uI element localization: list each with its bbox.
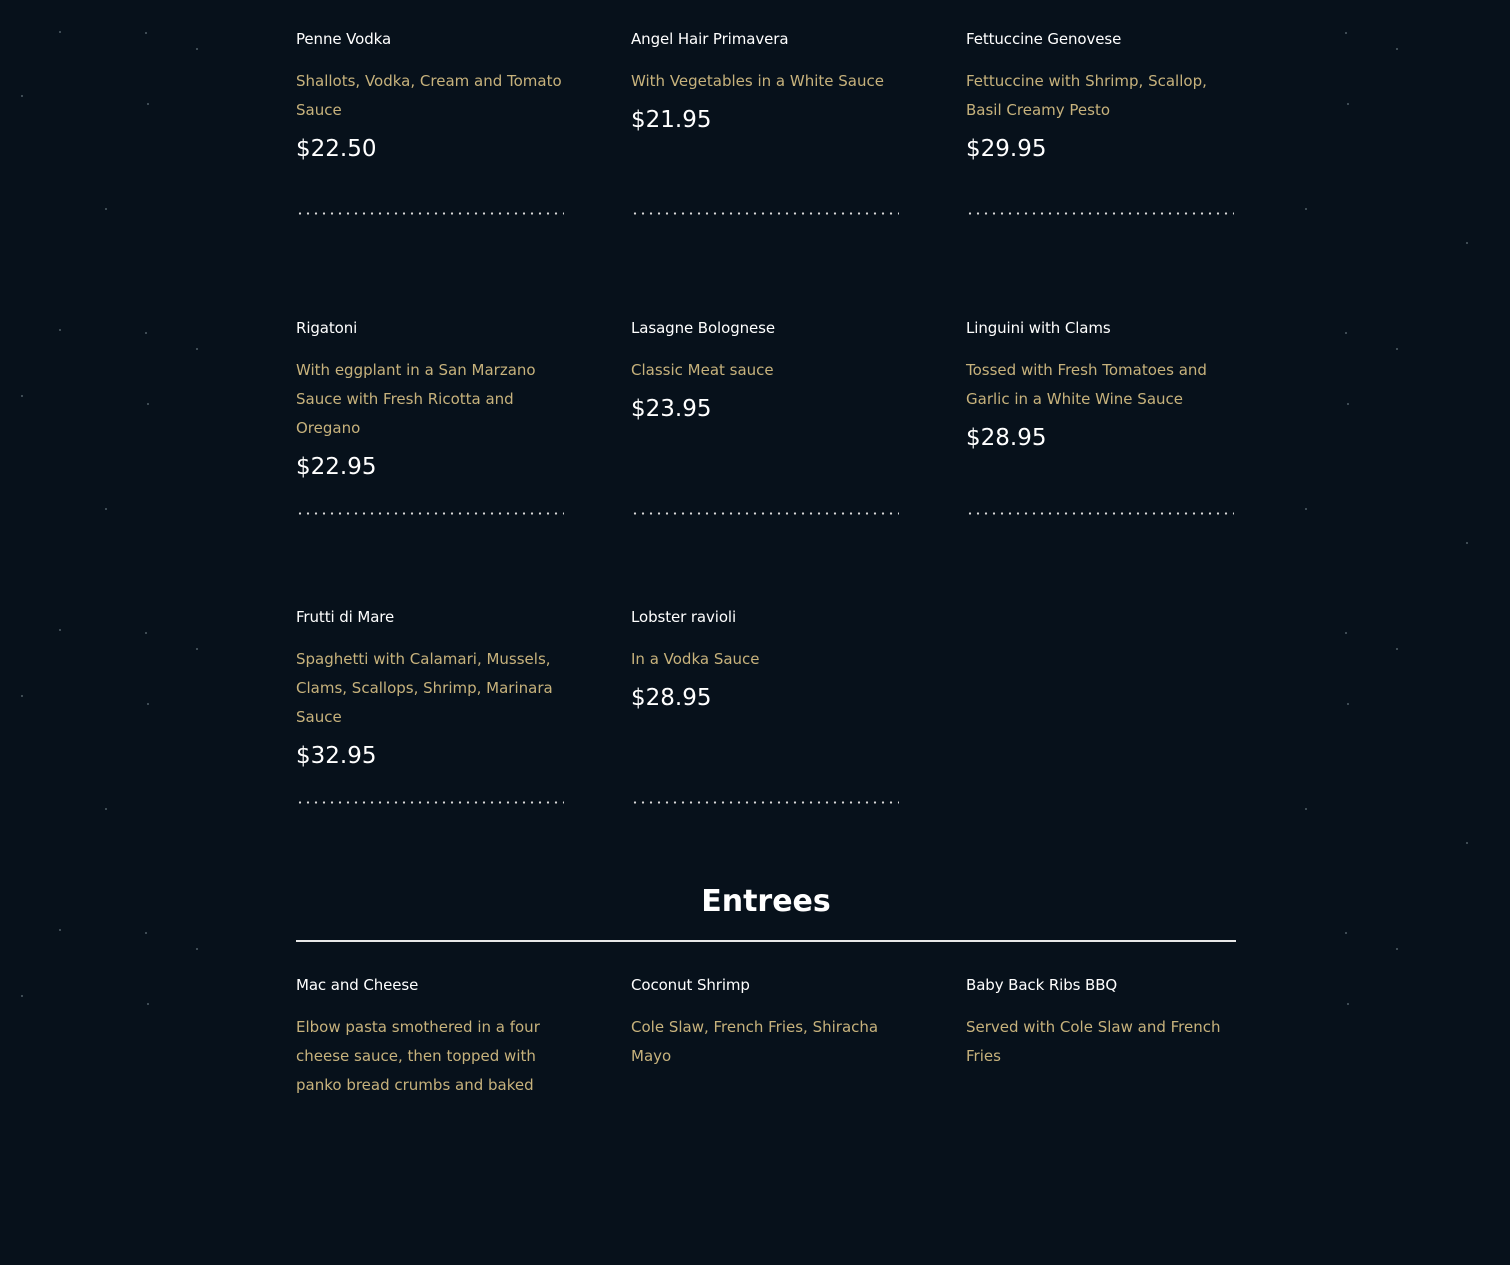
menu-item-description: With eggplant in a San Marzano Sauce with Fresh Ricotta and Oregano $22.95 <box>296 356 564 482</box>
pasta-menu-grid <box>296 0 1236 867</box>
menu-item <box>296 976 564 1265</box>
menu-item-name: Frutti di Mare <box>296 608 395 626</box>
menu-item <box>631 289 899 578</box>
menu-item-name: Lasagne Bolognese <box>631 319 775 337</box>
menu-item-description: Served with Cole Slaw and French Fries <box>966 1018 1221 1065</box>
menu-item-price: $29.95 <box>966 136 1047 162</box>
menu-item <box>966 976 1234 1265</box>
dotted-divider <box>966 212 1234 215</box>
menu-item <box>296 578 564 867</box>
menu-item-price: $23.95 <box>631 396 712 422</box>
menu-item-description: In a Vodka Sauce $28.95 <box>631 645 899 713</box>
menu-item <box>966 0 1234 289</box>
dotted-divider <box>296 212 564 215</box>
menu-item-price: $21.95 <box>631 107 712 133</box>
dotted-divider <box>966 512 1234 515</box>
menu-item-description: With Vegetables in a White Sauce $21.95 <box>631 67 899 135</box>
menu-item <box>966 289 1234 578</box>
menu-item-description: Spaghetti with Calamari, Mussels, Clams, Scallops, Shrimp, Marinara Sauce $32.95 <box>296 645 564 771</box>
menu-item-description: Fettuccine with Shrimp, Scallop, Basil Creamy Pesto $29.95 <box>966 67 1234 164</box>
section-title: Entrees <box>701 884 831 919</box>
section-divider <box>296 940 1236 942</box>
menu-item-name: Baby Back Ribs BBQ <box>966 976 1118 994</box>
dotted-divider <box>631 801 899 804</box>
dotted-divider <box>296 512 564 515</box>
menu-item-name: Mac and Cheese <box>296 976 419 994</box>
menu-item-description: Tossed with Fresh Tomatoes and Garlic in a White Wine Sauce $28.95 <box>966 356 1234 453</box>
dotted-divider <box>296 801 564 804</box>
menu-item <box>631 976 899 1265</box>
menu-item-name: Coconut Shrimp <box>631 976 750 994</box>
dotted-divider <box>631 512 899 515</box>
entrees-section-header <box>296 880 1236 942</box>
menu-item-price: $32.95 <box>296 743 377 769</box>
menu-item-name: Angel Hair Primavera <box>631 30 789 48</box>
menu-item-name: Penne Vodka <box>296 30 392 48</box>
menu-item-description: Cole Slaw, French Fries, Shiracha Mayo <box>631 1018 879 1065</box>
menu-item-price: $28.95 <box>631 685 712 711</box>
menu-item <box>631 0 899 289</box>
menu-item-price: $22.50 <box>296 136 377 162</box>
dotted-divider <box>631 212 899 215</box>
menu-item-description: Classic Meat sauce $23.95 <box>631 356 899 424</box>
menu-item-price: $28.95 <box>966 425 1047 451</box>
menu-item-price: $22.95 <box>296 454 377 480</box>
menu-item-name: Rigatoni <box>296 319 358 337</box>
entrees-grid <box>296 976 1236 1265</box>
menu-item-name: Linguini with Clams <box>966 319 1111 337</box>
menu-item <box>296 0 564 289</box>
menu-item-name: Lobster ravioli <box>631 608 737 626</box>
menu-item-description: Elbow pasta smothered in a four cheese sauce, then topped with panko bread crumbs and baked <box>296 1018 540 1094</box>
menu-item-name: Fettuccine Genovese <box>966 30 1122 48</box>
menu-item-description: Shallots, Vodka, Cream and Tomato Sauce $22.50 <box>296 67 564 164</box>
menu-item <box>631 578 899 867</box>
menu-item <box>296 289 564 578</box>
